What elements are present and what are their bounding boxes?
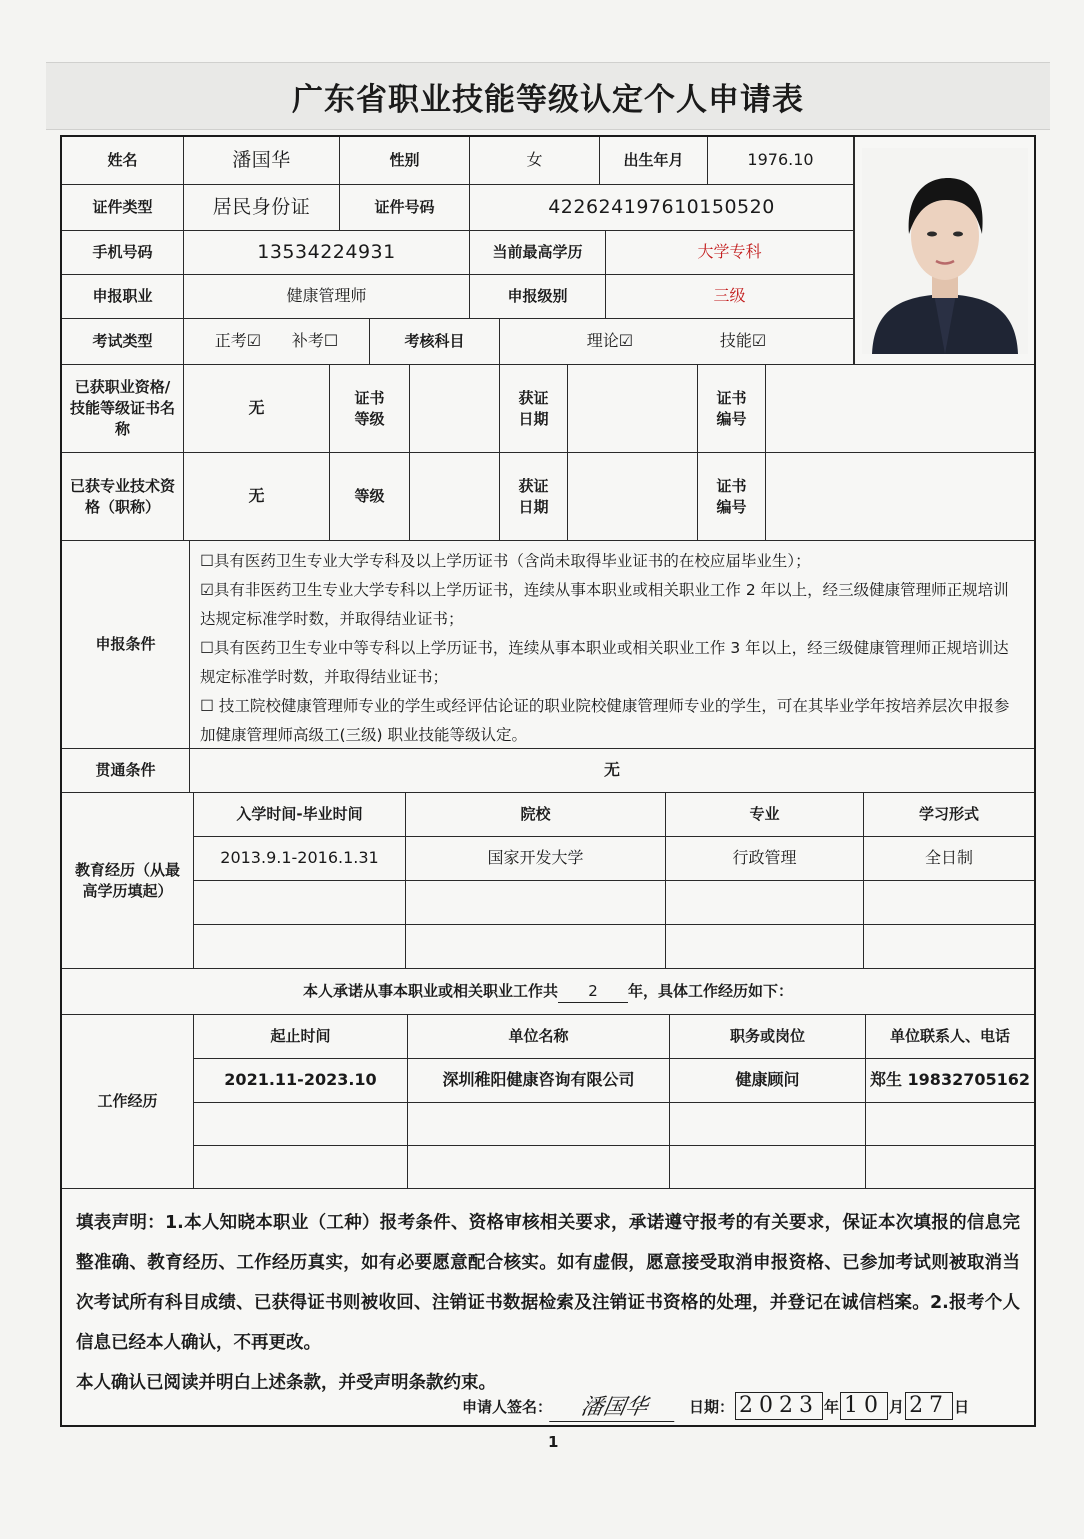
edu-row-2-mode[interactable] [864,881,1034,925]
subject-skill-checkbox[interactable]: 技能☑ [719,331,767,351]
work-promise [62,969,1034,1015]
edu-header-mode: 学习形式 [864,793,1034,837]
work-row-3-company[interactable] [408,1146,670,1189]
subject-options [500,319,854,365]
date-month[interactable]: 10 [840,1392,888,1420]
date-month-unit: 月 [889,1397,905,1416]
name-value[interactable]: 潘国华 [184,137,340,185]
cert-no-label: 证书编号 [698,365,766,453]
work-row-1-position[interactable]: 健康顾问 [670,1059,866,1103]
cert-level-value[interactable] [410,365,500,453]
through-value[interactable]: 无 [190,749,1034,793]
declaration-text: 填表声明：1.本人知晓本职业（工种）报考条件、资格审核相关要求，承诺遵守报考的有关要求，保证本次填报的信息完整准确、教育经历、工作经历真实，如有必要愿意配合核实。如有虚假，愿意接受取消申报资格、已参加考试则被取消当次考试所有科目成绩、已获得证书则被收回、注销证书数据检索及注销证书资格的处理，并登记在诚信档案。2.报考个人信息已经本人确认，不再更改。 [76,1213,1020,1353]
condition-item-1[interactable]: ☐具有医药卫生专业大学专科及以上学历证书（含尚未取得毕业证书的在校应届毕业生）； [200,552,811,570]
edu-row-3-mode[interactable] [864,925,1034,969]
applicant-signature[interactable]: 潘国华 [549,1390,680,1422]
edu-row-3-period[interactable] [194,925,406,969]
work-label: 工作经历 [62,1015,194,1189]
cert-name-value[interactable]: 无 [184,365,330,453]
date-day-unit: 日 [954,1397,970,1416]
edu-row-1-major[interactable]: 行政管理 [666,837,864,881]
applicant-photo [862,148,1028,354]
date-day[interactable]: 27 [905,1392,953,1420]
work-header-company: 单位名称 [408,1015,670,1059]
edu-row-2-school[interactable] [406,881,666,925]
work-row-1-period[interactable]: 2021.11-2023.10 [194,1059,408,1103]
edu-row-1-school[interactable]: 国家开发大学 [406,837,666,881]
form-title: 广东省职业技能等级认定个人申请表 [292,81,804,118]
exam-normal-checkbox[interactable]: 正考☑ [214,331,262,351]
prof-level-label: 等级 [330,453,410,541]
date-year-unit: 年 [824,1397,840,1416]
edu-row-1-period[interactable]: 2013.9.1-2016.1.31 [194,837,406,881]
edu-header-school: 院校 [406,793,666,837]
declaration-confirm: 本人确认已阅读并明白上述条款，并受声明条款约束。 [76,1373,496,1393]
edu-row-1-mode[interactable]: 全日制 [864,837,1034,881]
edu-header-period: 入学时间-毕业时间 [194,793,406,837]
cert-label: 已获职业资格/技能等级证书名称 [62,365,184,453]
level-value[interactable]: 三级 [606,275,854,319]
exam-options [184,319,370,365]
exam-makeup-checkbox[interactable]: 补考☐ [291,331,339,351]
prof-no-value[interactable] [766,453,1034,541]
job-value[interactable]: 健康管理师 [184,275,470,319]
conditions-list [190,541,1034,749]
photo-box [854,137,1034,365]
gender-value[interactable]: 女 [470,137,600,185]
conditions-label: 申报条件 [62,541,190,749]
cert-date-value[interactable] [568,365,698,453]
phone-value[interactable]: 13534224931 [184,231,470,275]
title-band [46,62,1050,130]
prof-label: 已获专业技术资格（职称） [62,453,184,541]
exam-label: 考试类型 [62,319,184,365]
declaration [62,1189,1034,1425]
edu-row-2-period[interactable] [194,881,406,925]
prof-date-label: 获证日期 [500,453,568,541]
work-row-3-contact[interactable] [866,1146,1034,1189]
work-row-3-position[interactable] [670,1146,866,1189]
edu-row-3-major[interactable] [666,925,864,969]
work-row-2-position[interactable] [670,1103,866,1146]
edu-header-major: 专业 [666,793,864,837]
condition-item-3[interactable]: ☐具有医药卫生专业中等专科以上学历证书，连续从事本职业或相关职业工作 3 年以上，经三级健康管理师正规培训达规定标准学时数，并取得结业证书； [200,639,1009,686]
date-label: 日期： [689,1397,735,1416]
work-row-2-company[interactable] [408,1103,670,1146]
work-row-1-company[interactable]: 深圳稚阳健康咨询有限公司 [408,1059,670,1103]
application-form [60,135,1036,1427]
edu-value[interactable]: 大学专科 [606,231,854,275]
idtype-label: 证件类型 [62,185,184,231]
birth-label: 出生年月 [600,137,708,185]
work-row-2-contact[interactable] [866,1103,1034,1146]
prof-no-label: 证书编号 [698,453,766,541]
signature-label: 申请人签名： [462,1397,553,1416]
prof-date-value[interactable] [568,453,698,541]
edu-row-3-school[interactable] [406,925,666,969]
idno-label: 证件号码 [340,185,470,231]
work-promise-suffix: 年，具体工作经历如下： [628,982,794,1000]
idtype-value[interactable]: 居民身份证 [184,185,340,231]
work-promise-prefix: 本人承诺从事本职业或相关职业工作共 [302,982,558,1000]
work-row-1-contact[interactable]: 郑生 19832705162 [866,1059,1034,1103]
subject-label: 考核科目 [370,319,500,365]
subject-theory-checkbox[interactable]: 理论☑ [586,331,634,351]
prof-name-value[interactable]: 无 [184,453,330,541]
cert-date-label: 获证日期 [500,365,568,453]
signature-row [462,1391,969,1421]
job-label: 申报职业 [62,275,184,319]
cert-level-label: 证书等级 [330,365,410,453]
work-header-period: 起止时间 [194,1015,408,1059]
work-promise-years[interactable]: 2 [558,981,628,1003]
idno-value[interactable]: 422624197610150520 [470,185,854,231]
gender-label: 性别 [340,137,470,185]
level-label: 申报级别 [470,275,606,319]
work-row-3-period[interactable] [194,1146,408,1189]
work-row-2-period[interactable] [194,1103,408,1146]
work-header-position: 职务或岗位 [670,1015,866,1059]
condition-item-2[interactable]: ☑具有非医药卫生专业大学专科以上学历证书，连续从事本职业或相关职业工作 2 年以上，经三级健康管理师正规培训达规定标准学时数，并取得结业证书； [200,581,1009,628]
through-label: 贯通条件 [62,749,190,793]
prof-level-value[interactable] [410,453,500,541]
condition-item-4[interactable]: ☐ 技工院校健康管理师专业的学生或经评估论证的职业院校健康管理师专业的学生，可在其毕业学年按培养层次申报参加健康管理师高级工(三级) 职业技能等级认定。 [200,697,1010,744]
edu-label: 当前最高学历 [470,231,606,275]
education-label: 教育经历（从最高学历填起） [62,793,194,969]
work-header-contact: 单位联系人、电话 [866,1015,1034,1059]
date-year[interactable]: 2023 [735,1392,823,1420]
birth-value[interactable]: 1976.10 [708,137,854,185]
edu-row-2-major[interactable] [666,881,864,925]
phone-label: 手机号码 [62,231,184,275]
name-label: 姓名 [62,137,184,185]
page-number: 1 [548,1433,559,1451]
cert-no-value[interactable] [766,365,1034,453]
